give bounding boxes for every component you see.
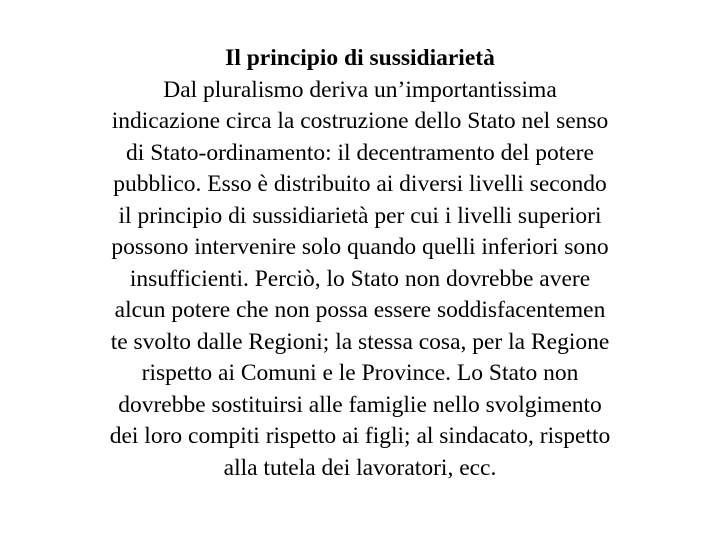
body-line: pubblico. Esso è distribuito ai diversi livelli secondo [113, 171, 607, 197]
body-line: Dal pluralismo deriva un’importantissima [163, 76, 557, 103]
body-line: indicazione circa la costruzione dello Stato nel senso [111, 108, 609, 134]
body-line: alla tutela dei lavoratori, ecc. [223, 454, 497, 481]
body-line: dovrebbe sostituirsi alle famiglie nello svolgimento [118, 391, 602, 418]
body-line: te svolto dalle Regioni; la stessa cosa, per la Regione [110, 328, 610, 355]
body-line: possono intervenire solo quando quelli inferiori sono [111, 234, 609, 260]
body-line: rispetto ai Comuni e le Province. Lo Stato non [141, 360, 579, 386]
body-line: insufficienti. Perciò, lo Stato non dovrebbe avere [129, 265, 591, 292]
slide-title: Il principio di sussidiarietà [225, 45, 495, 71]
slide-content [55, 43, 665, 484]
body-line: di Stato-ordinamento: il decentramento del potere [126, 139, 594, 166]
body-line: alcun potere che non possa essere soddisfacentemen [114, 297, 606, 323]
body-line: dei loro compiti rispetto ai figli; al sindacato, rispetto [109, 423, 611, 449]
body-line: il principio di sussidiarietà per cui i livelli superiori [118, 202, 602, 229]
